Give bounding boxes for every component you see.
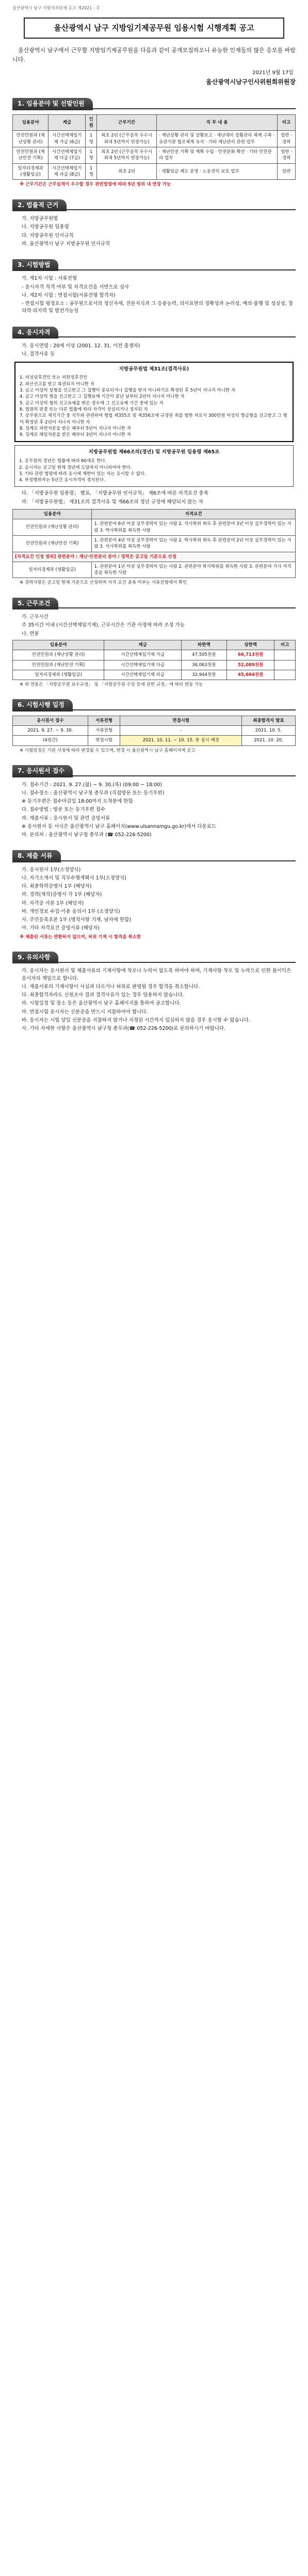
qual-lead2: 나. 결격사유 등 [22,351,55,358]
req-col-title: 자격요건 [92,509,296,519]
disqualification-title: 지방공무원법 제31조(결격사유) [119,366,189,372]
notice-date: 2021년 9월 17일 [252,70,294,76]
schedule-note: ※ 시험일정은 기관 사정에 따라 변경될 수 있으며, 변경 시 울산광역시 남구 홈페이지에 공고 [20,748,196,753]
section-3-title: 3. 시험방법 [12,259,58,271]
age-limit-box [14,445,294,487]
recruit-table [12,114,296,180]
notes-line: 가. 응시자는 응시원서 및 제출서류의 기재사항에 착오나 누락이 없도록 하여야 하며, 기재사항 착오 및 누락으로 인한 불이익은 응시자의 책임으로 합니다. [22,968,291,981]
table-row: 안전민원과 (재난안전 기획) 시간선택제임기제 다급 36,063천원 52,089천원 [13,660,296,670]
submit-line: 나. 자기소개서 및 직무수행계획서 1부(소정양식) [22,875,126,881]
notice-page [0,0,308,1049]
exam-line: - 면접시험 평정요소 : 공무원으로서의 정신자세, 전문지식과 그 응용능력, 의사표현의 정확성과 논리성, 예의·품행 및 성실성, 창의력·의지력 및 발전가능성 [22,301,293,314]
disq-line: 8. 징계로 파면처분을 받은 때부터 5년이 지나지 아니한 자 [20,426,131,431]
disq-line: 3. 금고 이상의 실형을 선고받고 그 집행이 종료되거나 집행을 받지 아니하기로 확정된 후 5년이 지나지 아니한 자 [20,387,236,393]
section-2-title: 2. 법률적 근거 [12,199,67,211]
col-count: 인원 [86,114,97,131]
section-7-title: 7. 응시원서 접수 [12,765,73,777]
submit-line: 가. 응시원서 1부(소정양식) [22,867,81,873]
table-row: 안전민원과 (재난안전 기획) 시간선택제임기제 다급 (7급) 1명 최초 2년 (근무실적 우수시 최대 5년까지 연장가능) · 재난안전 기획 및 계획 수립 · 안전문화 확산 · 기타 안전관리 업무 일반 · 경력 [13,147,296,164]
notice-title: 울산광역시 남구 지방임기제공무원 임용시험 시행계획 공고 [24,18,284,39]
law-item: 가. 지방공무원법 [22,216,58,222]
qual-lead: 가. 응시연령 : 20세 이상 (2001. 12. 31. 이전 출생자) [22,343,140,349]
notice-issuer: 울산광역시남구인사위원회위원장 [206,78,296,86]
section-8-title: 8. 제출 서류 [12,850,61,862]
age-line: 3. 기타 관련 법령에 따라 응시에 제한이 있는 자는 응시할 수 없다. [19,471,146,477]
law-item: 나. 지방공무원 임용령 [22,224,69,230]
col-period: 근무기간 [97,114,157,131]
section-5-header [12,598,296,609]
law-list [12,215,296,248]
disq-line: 6. 법원의 판결 또는 다른 법률에 따라 자격이 상실되거나 정지된 자 [20,406,148,412]
notes-line: 라. 시험일정 및 장소 등은 울산광역시 남구 홈페이지를 통하여 공고합니다. [22,1001,181,1007]
table-row: 안전민원과 (재난상황 관리) 1. 관련분야 6년 이상 실무경력이 있는 사람 2. 석사학위 취득 후 관련분야 3년 이상 실무경력이 있는 사람 3. 박사학위를 취득한 사람 [13,519,296,536]
section-8-header [12,850,296,862]
apply-line: ※ 등기우편은 접수마감일 18:00까지 도착분에 한함 [22,799,133,804]
running-head: 울산광역시 남구 지방자치단체 공고 제2021 - 호 [12,6,100,10]
apply-list [12,782,296,839]
age-line: 1. 공무원의 정년은 법률에 따라 60세로 한다. [19,459,107,464]
section-1-title: 1. 임용분야 및 선발인원 [12,98,93,110]
table-row: (4일간) 면접시험 2021. 10. 11. ~ 10. 15. 중 실시 예정 2021. 10. 20. [13,736,296,745]
apply-line: 라. 제출서류 : 응시원서 및 관련 증빙서류 [22,815,110,821]
section-1-header [12,98,296,110]
section-3-header [12,259,296,271]
submit-line: 마. 자격증 사본 1부 (해당자) [22,900,84,906]
pay-table [12,640,296,680]
sched-col-apply: 응시원서 접수 [13,716,88,725]
section-4-header [12,327,296,338]
pay-note: ※ 위 연봉은 「지방공무원 보수규정」 및 「지방공무원 수당 등에 관한 규정」에 따라 변동 가능 [20,682,203,688]
table-row: 일자리경제과 (생활임금) 시간선택제임기제 라급 32,944천원 45,664천원 [13,670,296,680]
req-col-field: 임용분야 [13,509,92,519]
submit-line: 바. 개인정보 수집·이용 동의서 1부 (소정양식) [22,908,120,914]
col-rank: 계급 [48,114,86,131]
submit-line: 사. 주민등록초본 1부 (병적사항 기재, 남자에 한함) [22,917,131,923]
pay-col-field: 임용분야 [13,640,104,650]
table-row: 일자리경제과 (생활임금) 시간선택제임기제 라급 (8급) 1명 최초 2년 · 생활임금 제도 운영 · 노동권익 보호 업무 일반 [13,163,296,180]
qual-extra2: 라. 「지방공무원법」 제31조의 결격사유 및 제66조의 정년 규정에 해당되지 않는 자 [22,499,203,505]
req-note: ※ 경력사항은 공고일 현재 기준으로 산정하며 자격 요건 충족 여부는 서류전형에서 확인 [20,580,187,586]
apply-line: 가. 접수기간 : 2021. 9. 27.(월) ~ 9. 30.(목) (09:00 ~ 18:00) [22,782,163,788]
apply-line: 나. 접수장소 : 울산광역시 남구청 총무과 (직접방문 또는 등기우편) [22,790,165,796]
table-row: 안전민원과 (재난안전 기획) 1. 관련분야 4년 이상 실무경력이 있는 사람 2. 학사학위 취득 후 관련분야 2년 이상 실무경력이 있는 사람 3. 석사학위를 취득한 사람 [13,535,296,552]
pay-title: 나. 연봉 [22,631,39,637]
submit-line: 다. 최종학력증명서 1부 (해당자) [22,884,92,890]
exam-line: 나. 제2차 시험 : 면접시험(서류전형 합격자) [22,292,116,298]
requirement-table [12,509,296,579]
notes-list [12,968,296,1032]
pay-col-high: 상한액 [226,640,274,650]
section-2-header [12,199,296,211]
section-5-title: 5. 근무조건 [12,598,58,609]
age-line: 2. 응시자는 공고일 현재 정년에 도달하지 아니하여야 한다. [19,465,132,470]
exam-line: - 응시자격 적격 여부 및 자격요건을 서면으로 심사 [22,284,129,290]
disq-line: 9. 징계로 해임처분을 받은 때부터 3년이 지나지 아니한 자 [20,432,131,438]
section-9-header [12,952,296,963]
notice-intro: 울산광역시 남구에서 근무할 지방임기제공무원을 다음과 같이 공개모집하오니 유능한 인재들의 많은 응모를 바랍니다. [12,47,296,63]
disq-line: 2. 파산선고를 받고 복권되지 아니한 자 [20,381,94,387]
col-field: 임용분야 [13,114,48,131]
law-item: 라. 울산광역시 남구 지방공무원 인사규칙 [22,241,110,247]
pay-col-rank: 계급 [104,640,181,650]
apply-line: 다. 접수방법 : 방문 또는 등기우편 접수 [22,807,105,813]
table-row: 안전민원과 (재난상황 관리) 시간선택제임기제 가급 (6급) 1명 최초 2년 (근무실적 우수시 최대 5년까지 연장가능) · 재난상황 관리 및 상황보고 · 재난대비 상황관리 체계 구축 · 유관기관 협조체계 유지 · 기타 재난관리 관련 업무 일반 · 경력 [13,131,296,147]
submit-line: 아. 기타 자격요건 증빙서류 (해당자) [22,925,100,931]
notes-line: 바. 응시자는 시험 당일 신분증을 지참하지 않거나 지정된 시간까지 입실하지 않을 경우 응시할 수 없습니다. [22,1017,250,1023]
qual-extra: 다. 「지방공무원 임용령」 별표, 「지방공무원 인사규칙」 제6조에 따른 자격요건 충족 [22,490,208,497]
disqualification-box [14,362,294,443]
work-lead: 가. 근무시간 [22,614,48,620]
section-7-header [12,765,296,777]
sched-col-result: 최종합격자 발표 [241,716,295,725]
col-note: 비고 [278,114,296,131]
pay-col-note: 비고 [274,640,296,650]
submit-list [12,867,296,933]
notes-line: 나. 제출서류의 기재사항이 사실과 다르거나 허위로 판명될 경우 합격을 취소합니다. [22,984,200,990]
age-limit-title: 지방공무원법 제66조의(정년) 및 지방공무원 임용령 제65조 [88,449,220,455]
table-row: 안전민원과 (재난상황 관리) 시간선택제임기제 가급 47,505천원 66,713천원 [13,650,296,660]
table-row: [자격요건 인정 범위] 관련분야 : 재난·안전관리 분야 / 경력은 공고일 기준으로 산정 [13,552,296,562]
table-row: 2021. 9. 27. ~ 9. 30. 서류전형 - 2021. 10. 5. [13,726,296,736]
exam-list [12,275,296,315]
notes-line: 사. 기타 자세한 사항은 울산광역시 남구청 총무과(☎ 052-226-5200)로 문의하시기 바랍니다. [22,1026,226,1032]
notes-line: 다. 최종합격자라도 신원조사 결과 결격사유가 있는 경우 임용하지 않습니다. [22,992,184,998]
recruit-footnote: ※ 근무기간은 근무실적이 우수할 경우 관련법령에 따라 5년 범위 내 연장 가능 [20,182,171,188]
section-9-title: 9. 유의사항 [12,952,58,963]
section-4-title: 4. 응시자격 [12,327,58,338]
age-line: 4. 부정행위자는 5년간 응시자격이 정지된다. [19,478,105,483]
schedule-table [12,716,296,746]
col-duties: 직 무 내 용 [157,114,278,131]
disq-line: 1. 피성년후견인 또는 피한정후견인 [20,375,88,381]
table-row: 일자리경제과 (생활임금) 1. 관련분야 1년 이상 실무경력이 있는 사람 2. 관련분야 학사학위를 취득한 사람 3. 관련분야 기사 자격증을 취득한 사람 [13,562,296,578]
pay-col-low: 하한액 [181,640,226,650]
apply-line: 마. 문의처 : 울산광역시 남구청 총무과 (☎ 052-226-5200) [22,832,152,838]
sched-col-interview: 면접시험 [120,716,242,725]
law-item: 다. 지방공무원 인사규칙 [22,232,74,239]
submit-note: ※ 제출된 서류는 반환하지 않으며, 허위 기재 시 합격을 취소함 [20,934,141,940]
disq-line: 7. 공무원으로 재직기간 중 직무와 관련하여 형법 제355조 및 제356조에 규정된 죄를 범한 자로서 300만원 이상의 벌금형을 선고받고 그 형이 확정된 후 2년이 지나지 아니한 자 [20,413,287,425]
sched-col-doc: 서류전형 [88,716,120,725]
section-6-header [12,699,296,711]
submit-line: 라. 경력(재직)증명서 각 1부 (해당자) [22,892,102,898]
section-6-title: 6. 시험시행 일정 [12,699,73,711]
disq-line: 5. 금고 이상의 형의 선고유예를 받은 경우에 그 선고유예 기간 중에 있는 자 [20,400,164,406]
exam-line: 가. 제1차 시험 : 서류전형 [22,276,77,282]
disq-line: 4. 금고 이상의 형을 선고받고 그 집행유예 기간이 끝난 날부터 2년이 지나지 아니한 자 [20,394,185,400]
work-desc: 주 35시간 이내 (시간선택제임기제), 근무시간은 기관 사정에 따라 조정 가능 [22,622,185,629]
apply-line: ※ 응시원서 등 서식은 울산광역시 남구 홈페이지(www.ulsannamgu.go.kr)에서 다운로드 [22,823,217,829]
notes-line: 마. 면접시험 응시자는 신분증을 반드시 지참하여야 합니다. [22,1009,148,1015]
